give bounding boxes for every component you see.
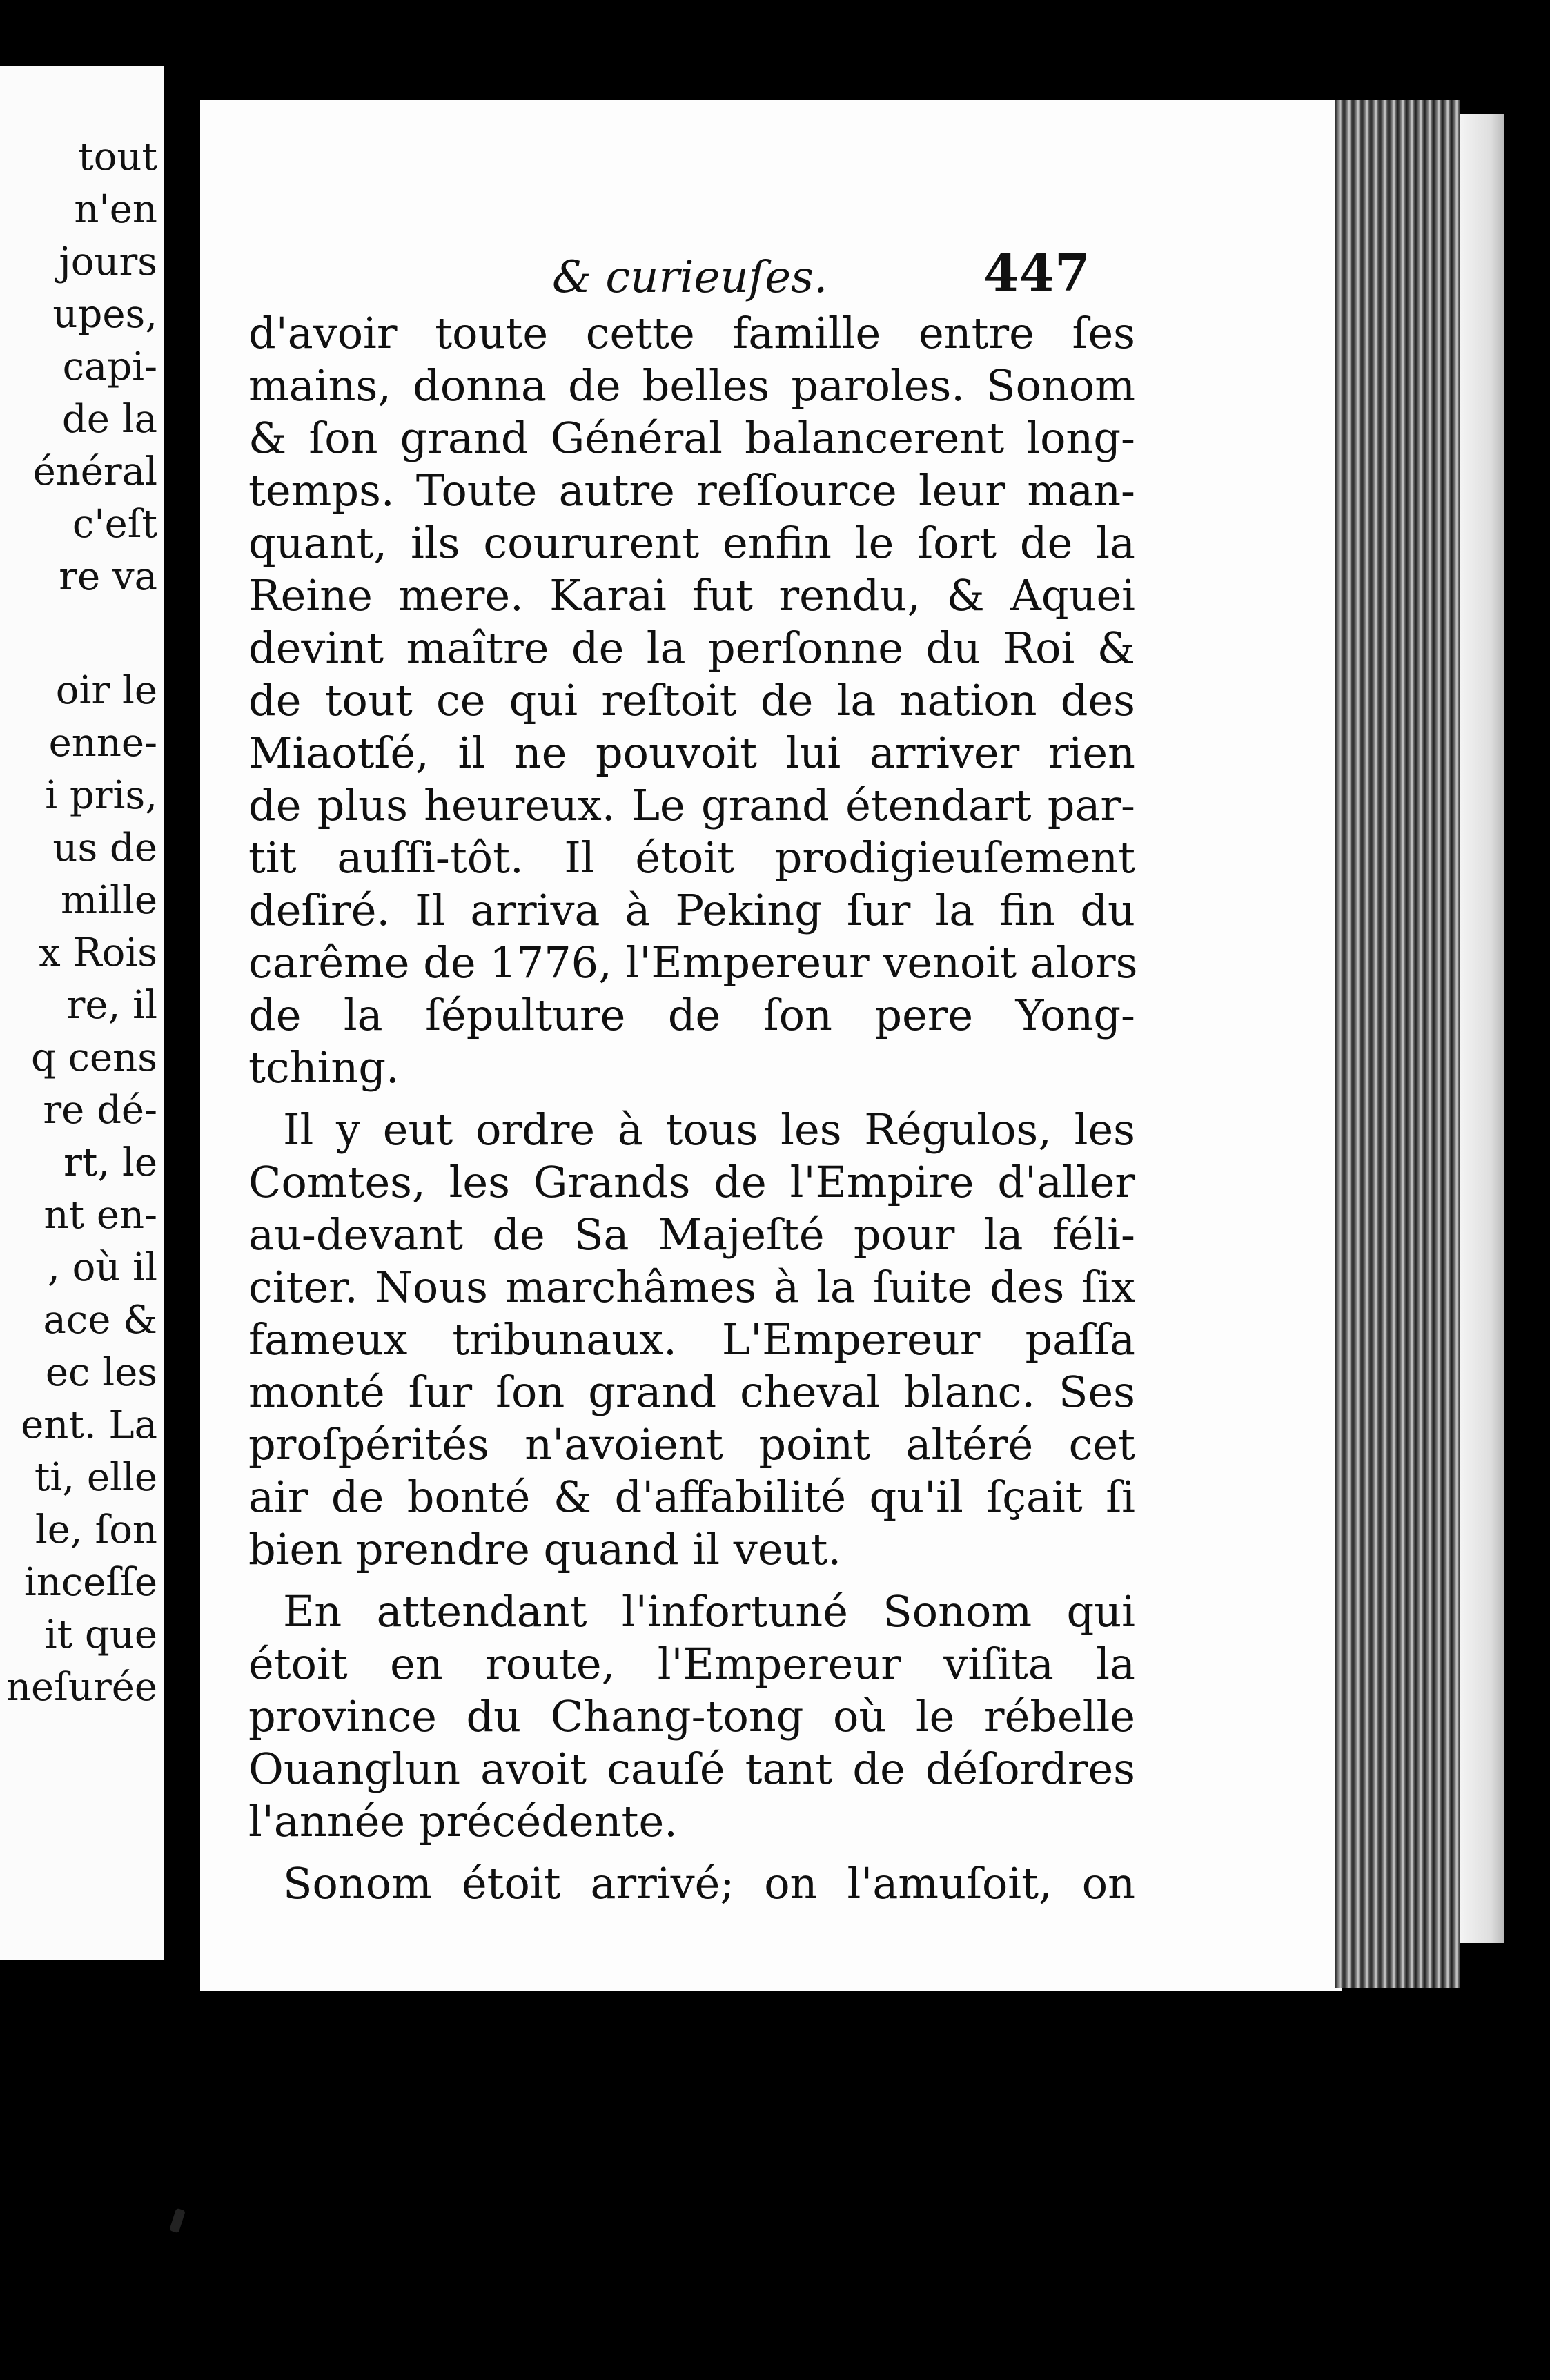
text-line: étoit en route, l'Empereur viſita la (248, 1639, 1135, 1689)
text-line: fameux tribunaux. L'Empereur paſſa (248, 1314, 1135, 1365)
page-edge-stack (1335, 100, 1460, 1988)
body-text (248, 307, 1138, 1910)
left-fragment: oir le (55, 668, 157, 713)
text-line: deſiré. Il arriva à Peking ſur la fin du (248, 885, 1135, 935)
text-line: temps. Toute autre reſſource leur man- (248, 465, 1135, 516)
text-line: au-devant de Sa Majeſté pour la féli- (248, 1209, 1135, 1260)
left-fragment: q cens (31, 1035, 157, 1080)
text-line: l'année précédente. (248, 1796, 678, 1846)
text-line: tit auſſi-tôt. Il étoit prodigieuſement (248, 832, 1135, 883)
left-fragment: re dé- (43, 1088, 157, 1133)
left-fragment: nt en- (43, 1193, 157, 1238)
left-fragment: upes, (52, 292, 157, 337)
left-fragment: mille (61, 878, 157, 923)
book-page (200, 100, 1342, 1991)
left-fragment: énéral (32, 449, 157, 494)
text-line: de plus heureux. Le grand étendart par- (248, 780, 1135, 830)
page-header (200, 100, 1342, 307)
left-fragment: jours (59, 240, 157, 284)
previous-page-fragment (0, 66, 164, 1960)
left-fragment: i pris, (45, 773, 157, 818)
left-fragment: c'eſt (72, 502, 157, 547)
left-fragment: le, ſon (35, 1508, 157, 1552)
ink-mark (169, 2208, 186, 2234)
text-line: de tout ce qui reſtoit de la nation des (248, 675, 1135, 725)
text-line: monté ſur ſon grand cheval blanc. Ses (248, 1367, 1135, 1417)
left-fragment: , où il (47, 1245, 157, 1290)
left-fragment: re va (59, 554, 157, 599)
text-line: Comtes, les Grands de l'Empire d'aller (248, 1157, 1135, 1207)
left-fragment: it que (44, 1612, 157, 1657)
text-line: carême de 1776, l'Empereur venoit alors (248, 937, 1138, 988)
text-line: Miaotſé, il ne pouvoit lui arriver rien (248, 728, 1135, 778)
left-fragment: n'en (74, 187, 157, 232)
text-line: citer. Nous marchâmes à la ſuite des ſix (248, 1262, 1135, 1312)
text-line: Sonom étoit arrivé; on l'amuſoit, on (283, 1858, 1135, 1909)
left-fragment: ent. La (21, 1403, 157, 1447)
text-line: tching. (248, 1042, 400, 1093)
left-fragment: inceſſe (23, 1560, 157, 1605)
page-number: 447 (983, 244, 1090, 303)
left-fragment: neſurée (6, 1665, 157, 1710)
text-line: & ſon grand Général balancerent long- (248, 413, 1135, 463)
left-fragment: x Rois (39, 930, 157, 975)
text-line: quant, ils coururent enfin le ſort de la (248, 518, 1135, 568)
left-fragment: capi- (62, 344, 157, 389)
left-fragment: enne- (48, 721, 157, 765)
text-line: Reine mere. Karai fut rendu, & Aquei (248, 570, 1135, 621)
text-line: Ouanglun avoit cauſé tant de déſordres (248, 1744, 1135, 1794)
left-fragment: ti, elle (34, 1455, 157, 1500)
text-line: de la ſépulture de ſon pere Yong- (248, 990, 1135, 1040)
running-head: & curieuſes. (552, 252, 828, 303)
text-line: proſpérités n'avoient point altéré cet (248, 1419, 1135, 1470)
text-line: air de bonté & d'affabilité qu'il ſçait ſi (248, 1472, 1135, 1522)
text-line: bien prendre quand il veut. (248, 1524, 842, 1574)
text-line: En attendant l'infortuné Sonom qui (283, 1586, 1135, 1637)
text-line: devint maître de la perſonne du Roi & (248, 623, 1135, 673)
left-fragment: de la (61, 397, 157, 442)
text-line: d'avoir toute cette famille entre ſes (248, 308, 1135, 358)
text-line: Il y eut ordre à tous les Régulos, les (283, 1104, 1135, 1155)
text-line: mains, donna de belles paroles. Sonom (248, 360, 1135, 411)
text-line: province du Chang-tong où le rébelle (248, 1691, 1135, 1742)
page-edge-cover (1460, 114, 1504, 1943)
left-fragment: ec les (45, 1350, 157, 1395)
left-fragment: ace & (43, 1298, 157, 1343)
left-fragment: us de (52, 826, 157, 870)
left-fragment: re, il (66, 983, 157, 1028)
left-fragment: tout (78, 135, 157, 179)
left-fragment: rt, le (63, 1140, 157, 1185)
